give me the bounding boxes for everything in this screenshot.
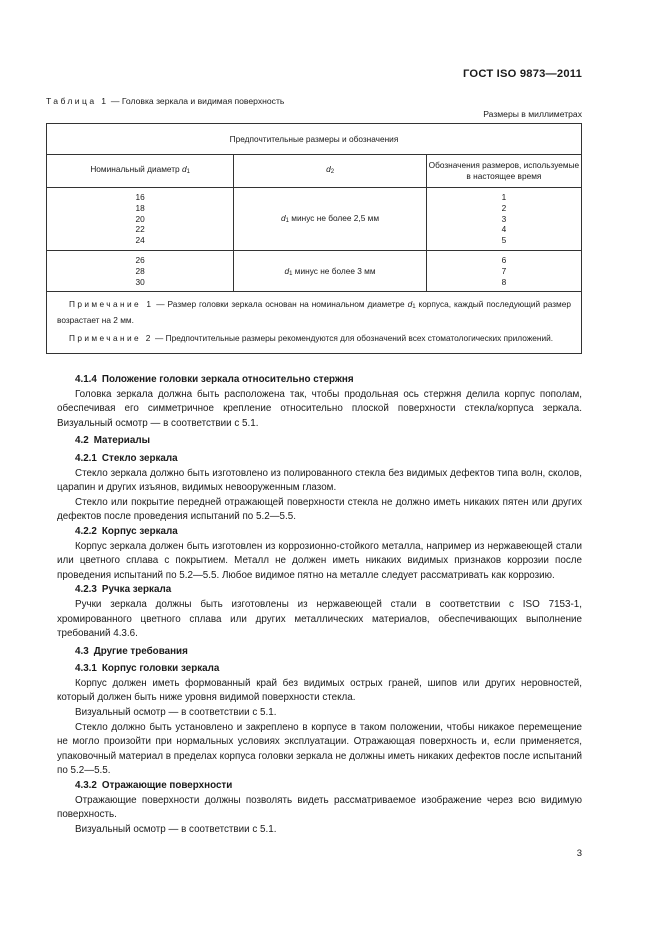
d2-group-1: $d_1$ минус не более 2,5 мм — [234, 188, 427, 251]
col-header-designations: Обозначения размеров, используемые в настоящее время — [426, 155, 581, 188]
paragraph: Визуальный осмотр — в соответствии с 5.1. — [75, 823, 277, 835]
section-4-2-3-heading: 4.2.3 Ручка зеркала — [75, 584, 172, 596]
table-caption-label: Таблица 1 — [46, 96, 109, 106]
section-4-3-heading: 4.3 Другие требования — [75, 645, 188, 657]
document-body — [57, 373, 582, 837]
section-4-2-1-heading: 4.2.1 Стекло зеркала — [75, 452, 178, 464]
paragraph: Стекло зеркала должно быть изготовлено из полированного стекла без видимых дефектов типа волн, сколов, царапин и других изъянов, видимых невооруженным глазом. — [57, 467, 582, 494]
table-pre-header-row — [47, 124, 582, 155]
d2-group-2: $d_1$ минус не более 3 мм — [234, 250, 427, 291]
table-row-group-2 — [47, 250, 582, 291]
table-units: Размеры в миллиметрах — [483, 109, 582, 119]
diameters-group-1: 16 18 20 22 24 — [47, 188, 234, 251]
table-pre-header: Предпочтительные размеры и обозначения — [47, 124, 582, 155]
table-note-2: Примечание 2 — Предпочтительные размеры рекомендуются для обозначений всех стоматологических приложений. — [69, 332, 554, 343]
table-header-row — [47, 155, 582, 188]
table-caption — [46, 96, 284, 106]
table-notes-row — [47, 292, 582, 354]
table-row-group-1 — [47, 188, 582, 251]
paragraph: Головка зеркала должна быть расположена так, чтобы продольная ось стержня делила корпус пополам, обеспечивая его симметричное крепление относительно плоской поверхности стекла/корпуса зеркала. Визуальный осмотр — в соответствии с 5.1. — [57, 388, 582, 429]
col-header-d2: $d_2$ — [234, 155, 427, 188]
section-4-3-1-heading: 4.3.1 Корпус головки зеркала — [75, 663, 220, 675]
section-4-1-4-heading: 4.1.4 Положение головки зеркала относительно стержня — [75, 374, 354, 385]
section-4-3-2-heading: 4.3.2 Отражающие поверхности — [75, 780, 233, 792]
table-notes — [47, 292, 582, 354]
diameters-group-2: 26 28 30 — [47, 250, 234, 291]
paragraph: Корпус зеркала должен быть изготовлен из коррозионно-стойкого металла, например из нержавеющей стали или цветного сплава с покрытием. Металл не должен иметь никаких видимых признаков коррозии после проведения испытаний по 5.2—5.5. Любое видимое пятно на металле следует рассматривать как коррозию. — [57, 540, 582, 581]
table-note-1: Примечание 1 — Размер головки зеркала основан на номинальном диаметре $d_1$ корпуса, каждый последующий размер возрастает на 2 мм. — [57, 299, 571, 325]
table-caption-text: — Головка зеркала и видимая поверхность — [110, 96, 285, 106]
paragraph: Отражающие поверхности должны позволять видеть рассматриваемое изображение через всю видимую поверхность. — [57, 794, 582, 821]
codes-group-1: 1 2 3 4 5 — [426, 188, 581, 251]
paragraph: Ручки зеркала должны быть изготовлены из нержавеющей стали в соответствии с ISO 7153-1, хромированного цветного сплава или других металлических материалов, обеспечивающих выполнение требований 4.3.6. — [57, 598, 582, 640]
paragraph: Корпус должен иметь формованный край без видимых острых граней, шипов или других неровностей, который должен быть ниже уровня видимой поверхности стекла. — [57, 677, 582, 704]
codes-group-2: 6 7 8 — [426, 250, 581, 291]
paragraph: Стекло или покрытие передней отражающей поверхности стекла не должно иметь никаких пятен или других дефектов после проведения испытаний по 5.2—5.5. — [57, 496, 582, 523]
page-number: 3 — [576, 848, 582, 859]
standard-header: ГОСТ ISO 9873—2011 — [463, 68, 582, 80]
section-4-2-2-heading: 4.2.2 Корпус зеркала — [75, 525, 178, 537]
dimensions-table — [46, 123, 582, 354]
col-header-nominal-diameter: Номинальный диаметр $d_1$ — [47, 155, 234, 188]
paragraph: Стекло должно быть установлено и закреплено в корпусе в таком положении, чтобы никакое перемещение не могло произойти при нормальных условиях эксплуатации. Отражающая поверхность и, если применяется, упаковочный материал в пределах корпуса головки зеркала не должны иметь никаких дефектов после испытаний по 5.2—5.5. — [57, 721, 582, 777]
paragraph: Визуальный осмотр — в соответствии с 5.1. — [75, 707, 277, 719]
section-4-2-heading: 4.2 Материалы — [75, 435, 150, 447]
